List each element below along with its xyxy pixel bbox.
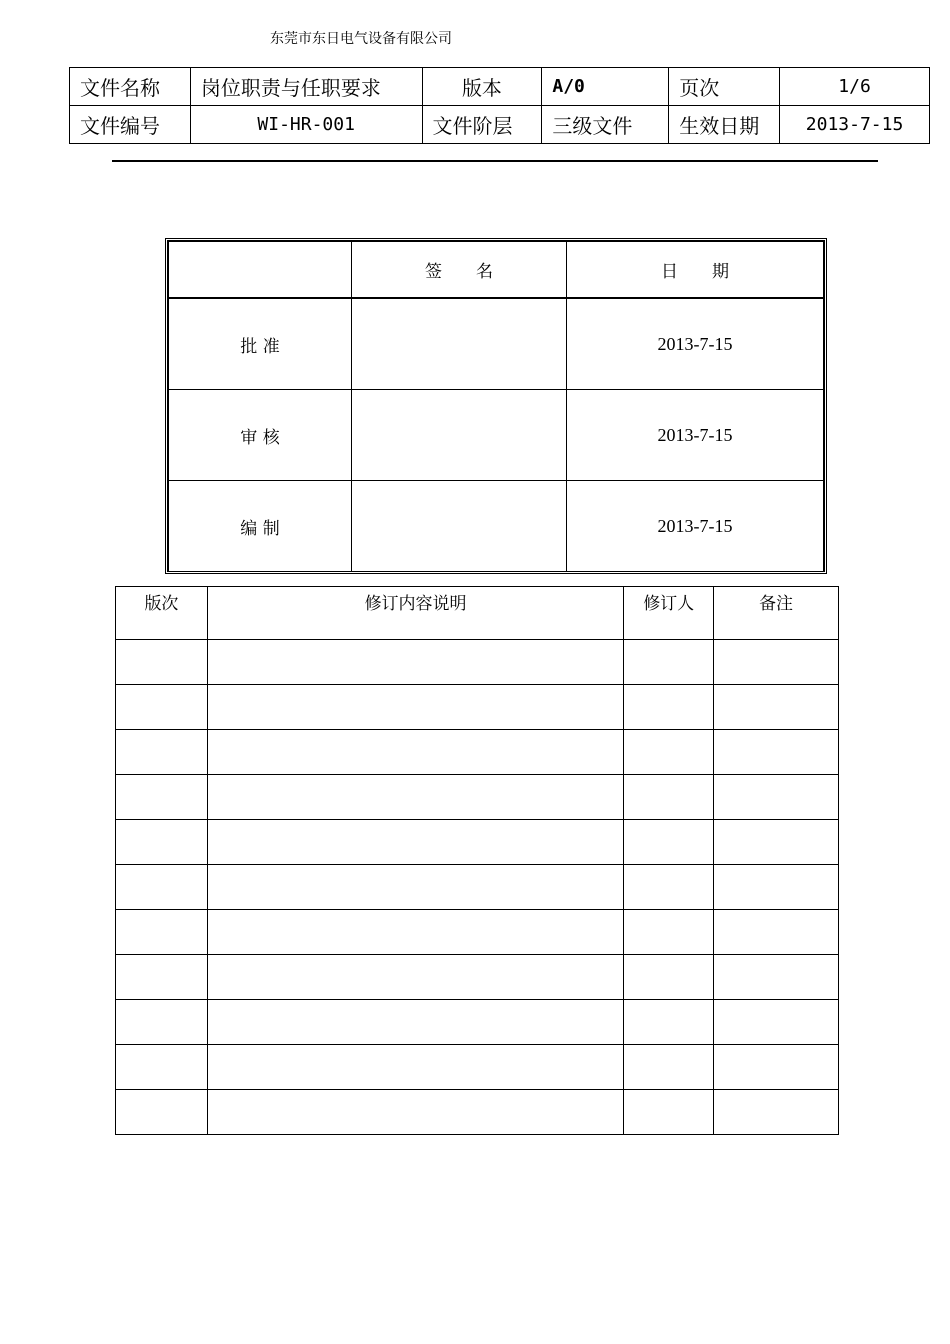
file-no-label: 文件编号 (70, 106, 191, 144)
revision-cell[interactable] (714, 640, 839, 685)
revision-cell[interactable] (116, 730, 208, 775)
revision-author-header: 修订人 (624, 587, 714, 640)
signature-table-frame (165, 238, 827, 574)
page-label: 页次 (669, 68, 780, 106)
revision-cell[interactable] (116, 775, 208, 820)
revision-cell[interactable] (624, 775, 714, 820)
revision-cell[interactable] (116, 1045, 208, 1090)
revision-cell[interactable] (714, 1090, 839, 1135)
revision-content-header: 修订内容说明 (207, 587, 623, 640)
level-label: 文件阶层 (422, 106, 542, 144)
revision-cell[interactable] (624, 910, 714, 955)
signature-corner-cell (169, 242, 352, 299)
revision-remark-header: 备注 (714, 587, 839, 640)
revision-cell[interactable] (714, 865, 839, 910)
revision-cell[interactable] (207, 865, 623, 910)
revision-cell[interactable] (624, 1090, 714, 1135)
revision-cell[interactable] (624, 820, 714, 865)
signature-table (168, 241, 824, 572)
revision-cell[interactable] (207, 775, 623, 820)
revision-cell[interactable] (116, 1090, 208, 1135)
revision-cell[interactable] (624, 685, 714, 730)
revision-cell[interactable] (116, 820, 208, 865)
revision-table (115, 586, 839, 1135)
date-column-header: 日 期 (567, 242, 824, 299)
version-value: A/0 (542, 68, 669, 106)
level-value: 三级文件 (542, 106, 669, 144)
revision-cell[interactable] (714, 955, 839, 1000)
table-row (116, 775, 839, 820)
review-date: 2013-7-15 (567, 390, 824, 481)
table-row (116, 820, 839, 865)
revision-cell[interactable] (207, 730, 623, 775)
table-row (116, 1045, 839, 1090)
revision-cell[interactable] (207, 955, 623, 1000)
revision-cell[interactable] (207, 1090, 623, 1135)
revision-cell[interactable] (207, 640, 623, 685)
version-label: 版本 (422, 68, 542, 106)
table-row (116, 640, 839, 685)
table-row (116, 1090, 839, 1135)
revision-cell[interactable] (116, 1000, 208, 1045)
table-row (116, 955, 839, 1000)
revision-cell[interactable] (624, 730, 714, 775)
file-no-value: WI-HR-001 (190, 106, 422, 144)
revision-cell[interactable] (714, 1045, 839, 1090)
company-name: 东莞市东日电气设备有限公司 (270, 31, 452, 47)
table-row (116, 1000, 839, 1045)
revision-cell[interactable] (116, 640, 208, 685)
file-name-value: 岗位职责与任职要求 (190, 68, 422, 106)
revision-cell[interactable] (207, 685, 623, 730)
review-label: 审 核 (169, 390, 352, 481)
revision-cell[interactable] (207, 1045, 623, 1090)
revision-cell[interactable] (714, 910, 839, 955)
document-info-table (69, 67, 930, 144)
effective-date-label: 生效日期 (669, 106, 780, 144)
approve-label: 批 准 (169, 298, 352, 390)
revision-cell[interactable] (207, 910, 623, 955)
revision-cell[interactable] (714, 1000, 839, 1045)
effective-date-value: 2013-7-15 (780, 106, 930, 144)
revision-cell[interactable] (624, 865, 714, 910)
revision-version-header: 版次 (116, 587, 208, 640)
revision-cell[interactable] (624, 1045, 714, 1090)
table-row (116, 865, 839, 910)
revision-cell[interactable] (207, 1000, 623, 1045)
table-row (116, 910, 839, 955)
approve-date: 2013-7-15 (567, 298, 824, 390)
revision-cell[interactable] (116, 955, 208, 1000)
revision-cell[interactable] (714, 730, 839, 775)
revision-cell[interactable] (624, 1000, 714, 1045)
sign-column-header: 签 名 (352, 242, 567, 299)
revision-cell[interactable] (116, 910, 208, 955)
file-name-label: 文件名称 (70, 68, 191, 106)
prepare-label: 编 制 (169, 481, 352, 572)
prepare-date: 2013-7-15 (567, 481, 824, 572)
revision-cell[interactable] (714, 775, 839, 820)
revision-cell[interactable] (714, 685, 839, 730)
review-sign-cell[interactable] (352, 390, 567, 481)
table-row (116, 685, 839, 730)
prepare-sign-cell[interactable] (352, 481, 567, 572)
revision-cell[interactable] (207, 820, 623, 865)
approve-sign-cell[interactable] (352, 298, 567, 390)
revision-table-body (116, 640, 839, 1135)
revision-cell[interactable] (624, 640, 714, 685)
revision-cell[interactable] (714, 820, 839, 865)
revision-cell[interactable] (624, 955, 714, 1000)
page-value: 1/6 (780, 68, 930, 106)
revision-cell[interactable] (116, 865, 208, 910)
header-divider (112, 160, 878, 162)
revision-cell[interactable] (116, 685, 208, 730)
table-row (116, 730, 839, 775)
